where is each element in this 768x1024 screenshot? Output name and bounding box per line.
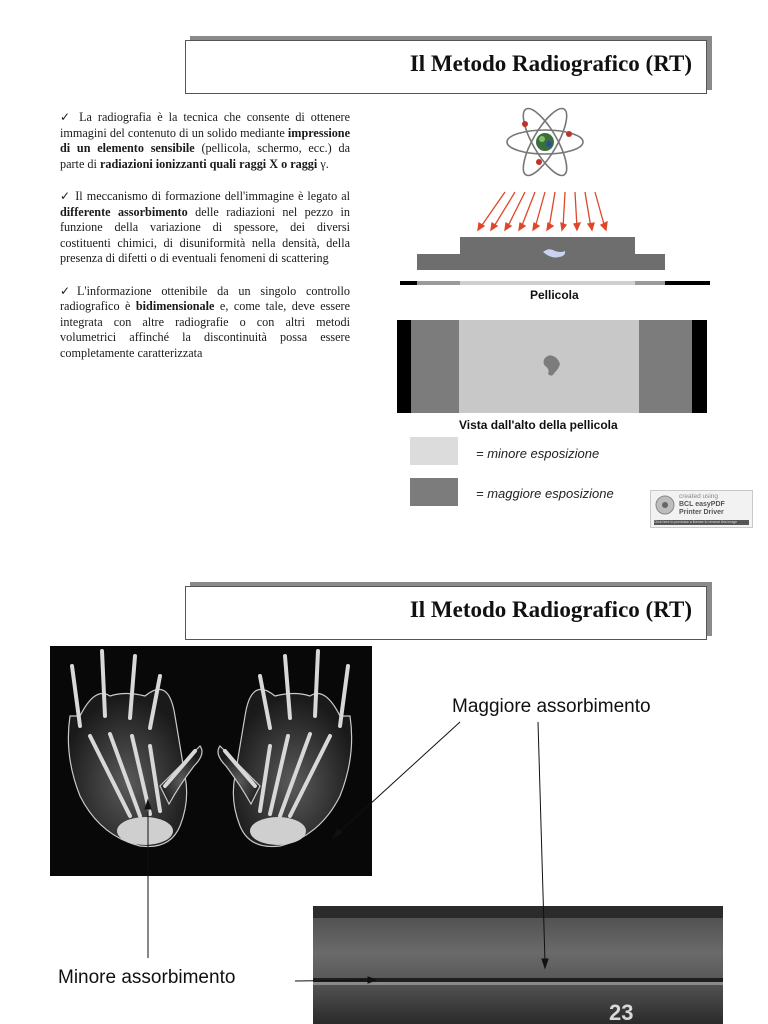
radiography-diagram [395, 100, 715, 420]
disc-icon [655, 495, 675, 515]
slide-1-title: Il Metodo Radiografico (RT) [409, 51, 692, 76]
p1-bold-1: impressione di un elemento sensibile [60, 125, 350, 155]
p1-text-2: (pellicola, schermo, ecc.) da parte di [60, 141, 350, 171]
paragraph-3 [60, 284, 350, 362]
paragraph-1 [60, 110, 350, 172]
p3-bold-1: bidimensionale [135, 299, 215, 313]
p1-bold-2: radiazioni ionizzanti quali raggi X o raggi [99, 156, 318, 171]
radiation-rays [478, 192, 607, 230]
slide-1-title-box [185, 40, 707, 94]
stamp-footer: Click here to purchase a license to remove this image [654, 520, 749, 525]
p1-text-3: γ. [317, 156, 329, 171]
p2-text-1: Il meccanismo di formazione dell'immagine è legato al [71, 189, 350, 203]
top-view-label: Vista dall'alto della pellicola [459, 418, 618, 432]
stamp-line-2-3 [679, 501, 725, 517]
p2-bold-1: differente assorbimento [60, 204, 188, 219]
legend-label-high: = maggiore esposizione [476, 486, 614, 501]
p2-text-2: delle radiazioni nel pezzo in funzione della variazione di spessore, dei diversi costituenti chimici, di disuniformità nella densità, della presenza di difetti o di eventuali fenomeni di scattering [60, 204, 350, 265]
check-mark-icon: ✓ [60, 189, 72, 203]
check-mark-icon: ✓ [60, 110, 74, 124]
callout-lines [0, 570, 768, 1024]
atom-icon [507, 103, 583, 181]
stamp-line-1: created using [679, 493, 719, 500]
legend-label-low: = minore esposizione [476, 446, 600, 461]
specimen-piece [417, 237, 665, 270]
weld-marker: 23 [609, 1000, 634, 1024]
slide-1-text [60, 110, 350, 378]
legend-swatch-low [410, 437, 458, 465]
film-label: Pellicola [530, 288, 579, 302]
p3-text-1: L'informazione ottenibile da un singolo controllo radiografico è [60, 283, 350, 313]
callout-minore: Minore assorbimento [58, 967, 236, 988]
stamp-line-2: BCL easyPDF [679, 501, 725, 508]
p1-text-1: La radiografia è la tecnica che consente di ottenere immagini del contenuto di un solido mediante [60, 110, 350, 140]
slide-2-title: Il Metodo Radiografico (RT) [409, 597, 692, 622]
legend-swatch-high [410, 478, 458, 506]
slide-2 [0, 570, 768, 1024]
callout-maggiore: Maggiore assorbimento [452, 696, 651, 717]
p3-text-2: e, come tale, deve essere integrata con altre radiografie o con altri metodi volumetrici affinché la discontinuità possa essere completamente caratterizzata [60, 299, 351, 360]
paragraph-2 [60, 189, 350, 267]
check-mark-icon: ✓ [60, 283, 77, 298]
stamp-line-3: Printer Driver [679, 509, 724, 516]
pdf-watermark-stamp [650, 490, 753, 528]
